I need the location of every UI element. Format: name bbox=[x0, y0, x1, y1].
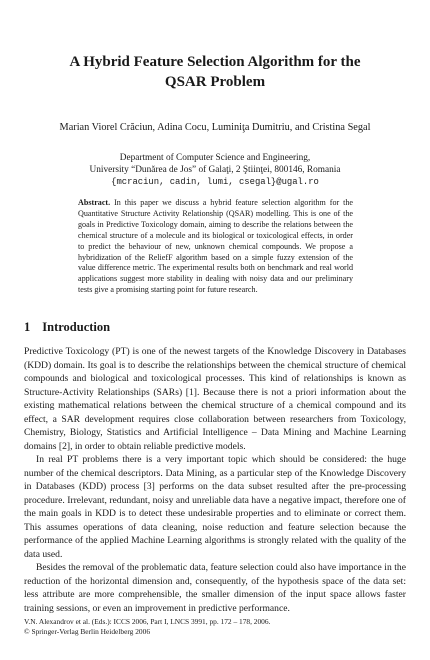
paper-title: A Hybrid Feature Selection Algorithm for the QSAR Problem bbox=[69, 54, 361, 90]
footer-copyright: © Springer-Verlag Berlin Heidelberg 2006 bbox=[24, 627, 151, 636]
paragraph: Predictive Toxicology (PT) is one of the newest targets of the Knowledge Discovery in Databases (KDD) domain. Its goal is to describe the relationships between the chemical structure of chemical compounds and biological and toxicological processes. This kind of relationships is known as Structure-Activity Relationships (SARs) [1]. Because there is not a priori information about the existing mathematical relations between the chemical structure of a chemical compound and its effect, a SAR development requires close collaboration between researchers from Toxicology, Chemistry, Biology, Statistics and Artificial Intelligence – Data Mining and Machine Learning domains [2], in order to obtain reliable predictive models. bbox=[24, 346, 406, 452]
author-emails: {mcraciun, cadin, lumi, csegal}@ugal.ro bbox=[111, 177, 319, 187]
footer-citation: V.N. Alexandrov et al. (Eds.): ICCS 2006, Part I, LNCS 3991, pp. 172 – 178, 2006. bbox=[24, 617, 271, 626]
page-footer bbox=[24, 617, 406, 637]
paragraph: Besides the removal of the problematic data, feature selection could also have importance in the reduction of the horizontal dimension and, consequently, of the hypothesis space of the data set: less attribute are more comprehensible, the smaller dimension of the input space allows faster training sessions, or even an improvement in predictive performance. bbox=[24, 562, 406, 614]
author-list: Marian Viorel Crăciun, Adina Cocu, Luminiţa Dumitriu, and Cristina Segal bbox=[59, 122, 371, 133]
section-number: 1 bbox=[24, 320, 31, 334]
abstract bbox=[78, 198, 353, 296]
abstract-label: Abstract. bbox=[78, 198, 111, 207]
abstract-text: In this paper we discuss a hybrid feature selection algorithm for the Quantitative Structure Activity Relationship (QSAR) modelling. This is one of the goals in Predictive Toxicology domain, aiming to describe the relations between the chemical structure of a molecule and its biological or toxicological effects, in order to predict the behaviour of new, unknown chemical compounds. We propose a hybridization of the ReliefF algorithm based on a simple fuzzy extension of the value difference metric. The experimental results both on benchmark and real world applications suggest more stability in dealing with noisy data and our preliminary tests give a promising starting point for future research. bbox=[78, 198, 353, 295]
section-title: Introduction bbox=[42, 320, 111, 334]
paragraph: In real PT problems there is a very important topic which should be considered: the huge number of the chemical descriptors. Data Mining, as a particular step of the Knowledge Discovery in Databases (KDD) process [3] performs on the data subset resulted after the pre-processing procedure. Irrelevant, redundant, noisy and unreliable data have a negative impact, therefore one of the main goals in KDD is to detect these undesirable properties and to eliminate or correct them. This assumes operations of data cleaning, noise reduction and feature selection because the performance of the applied Machine Learning algorithms is strongly related with the quality of the data used. bbox=[24, 454, 406, 560]
affiliation-department: Department of Computer Science and Engineering, bbox=[119, 153, 311, 163]
section-body bbox=[24, 345, 406, 615]
affiliation-university: University “Dunărea de Jos” of Galaţi, 2 Ştiinţei, 800146, Romania bbox=[89, 165, 341, 175]
affiliation-block bbox=[30, 152, 400, 188]
section-heading bbox=[24, 320, 110, 335]
